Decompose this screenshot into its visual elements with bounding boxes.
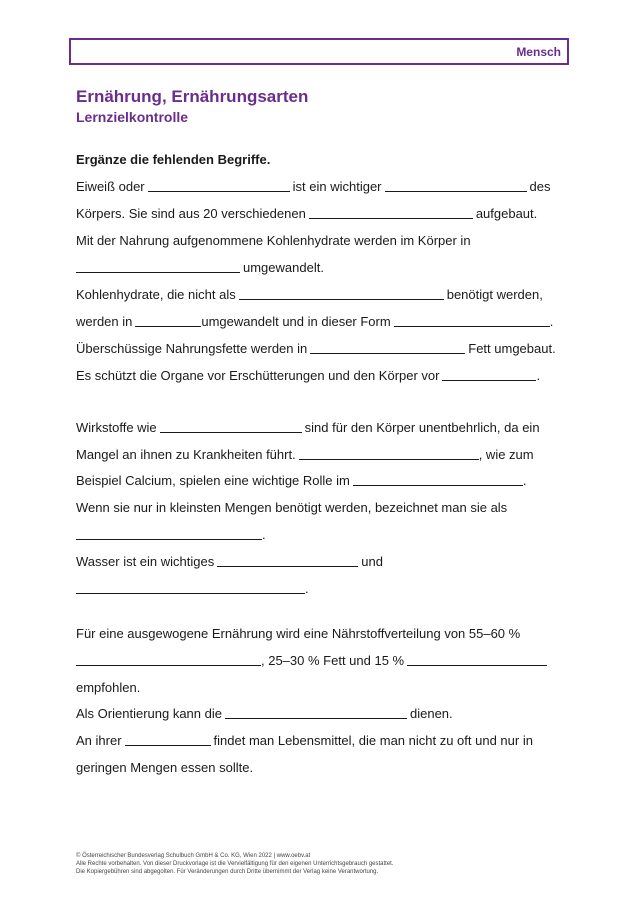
text-segment: , 25–30 % Fett und 15 % — [261, 653, 405, 668]
text-segment: benötigt werden, — [446, 287, 543, 302]
blank-field[interactable] — [299, 458, 479, 460]
blank-field[interactable] — [160, 431, 302, 433]
text-segment: aufgebaut. — [475, 206, 538, 221]
text-segment: Als Orientierung kann die — [76, 706, 222, 721]
text-segment: und — [361, 554, 383, 569]
text-line — [76, 420, 540, 436]
text-segment: findet man Lebensmittel, die man nicht zu oft und nur in — [213, 733, 533, 748]
text-segment: Überschüssige Nahrungsfette werden in — [76, 341, 308, 356]
text-segment: umgewandelt und in dieser Form — [201, 314, 391, 329]
text-line — [76, 653, 550, 669]
blank-field[interactable] — [353, 484, 523, 486]
text-segment: werden in — [76, 314, 133, 329]
text-line — [76, 554, 383, 570]
text-line: empfohlen. — [76, 680, 141, 695]
text-line — [76, 287, 543, 303]
text-segment: Beispiel Calcium, spielen eine wichtige Rolle im — [76, 473, 350, 488]
text-line — [76, 368, 540, 384]
blank-field[interactable] — [239, 298, 444, 300]
text-line — [76, 581, 309, 597]
text-line — [76, 314, 553, 330]
blank-field[interactable] — [148, 190, 290, 192]
text-line: geringen Mengen essen sollte. — [76, 760, 254, 775]
text-segment: sind für den Körper unentbehrlich, da ein — [304, 420, 540, 435]
blank-field[interactable] — [125, 744, 211, 746]
text-line: Mit der Nahrung aufgenommene Kohlenhydrate werden im Körper in — [76, 233, 471, 248]
text-line: Wenn sie nur in kleinsten Mengen benötigt werden, bezeichnet man sie als — [76, 500, 508, 515]
blank-field[interactable] — [76, 538, 262, 540]
text-segment: Fett umgebaut. — [468, 341, 556, 356]
header-box — [69, 38, 569, 65]
blank-field[interactable] — [407, 664, 547, 666]
text-line — [76, 179, 550, 195]
blank-field[interactable] — [135, 325, 201, 327]
text-segment: . — [549, 314, 554, 329]
text-segment: Kohlenhydrate, die nicht als — [76, 287, 236, 302]
text-segment: umgewandelt. — [243, 260, 324, 275]
blank-field[interactable] — [76, 592, 305, 594]
text-segment: Körpers. Sie sind aus 20 verschiedenen — [76, 206, 306, 221]
copyright-line: © Österreichischer Bundesverlag Schulbuch GmbH & Co. KG, Wien 2022 | www.oebv.at — [76, 853, 311, 859]
blank-field[interactable] — [442, 379, 536, 381]
text-segment: dienen. — [409, 706, 453, 721]
text-line — [76, 341, 556, 357]
text-line — [76, 733, 533, 749]
blank-field[interactable] — [76, 664, 261, 666]
blank-field[interactable] — [76, 271, 240, 273]
text-segment: . — [305, 581, 309, 596]
text-line — [76, 706, 453, 722]
text-line — [76, 206, 537, 222]
blank-field[interactable] — [385, 190, 527, 192]
text-line — [76, 473, 526, 489]
text-segment: . — [536, 368, 541, 383]
text-segment: Mangel an ihnen zu Krankheiten führt. — [76, 447, 296, 462]
page-title: Ernährung, Ernährungsarten — [76, 87, 309, 106]
blank-field[interactable] — [217, 565, 358, 567]
fees-line: Die Kopiergebühren sind abgegolten. Für Veränderungen durch Dritte übernimmt der Verlag keine Verantwortung. — [76, 869, 379, 875]
text-segment: , wie zum — [478, 447, 534, 462]
text-segment: Wirkstoffe wie — [76, 420, 157, 435]
text-segment: ist ein wichtiger — [292, 179, 382, 194]
blank-field[interactable] — [394, 325, 550, 327]
blank-field[interactable] — [225, 717, 407, 719]
text-segment: Eiweiß oder — [76, 179, 145, 194]
page-subtitle: Lernzielkontrolle — [76, 109, 189, 125]
task-instruction: Ergänze die fehlenden Begriffe. — [76, 152, 271, 167]
text-line — [76, 527, 266, 543]
text-segment: Wasser ist ein wichtiges — [76, 554, 215, 569]
text-segment: Es schützt die Organe vor Erschütterungen und den Körper vor — [76, 368, 440, 383]
blank-field[interactable] — [310, 352, 465, 354]
text-segment: . — [522, 473, 527, 488]
rights-line: Alle Rechte vorbehalten. Von dieser Druckvorlage ist die Vervielfältigung für den eigenen Unterrichtsgebrauch gestattet. — [76, 861, 394, 867]
text-line — [76, 447, 534, 463]
text-segment: . — [262, 527, 266, 542]
text-segment: An ihrer — [76, 733, 122, 748]
category-label: Mensch — [516, 45, 561, 59]
footer — [76, 852, 394, 876]
text-line: Für eine ausgewogene Ernährung wird eine Nährstoffverteilung von 55–60 % — [76, 626, 521, 641]
text-line — [76, 260, 324, 276]
blank-field[interactable] — [309, 217, 473, 219]
text-segment: des — [529, 179, 551, 194]
